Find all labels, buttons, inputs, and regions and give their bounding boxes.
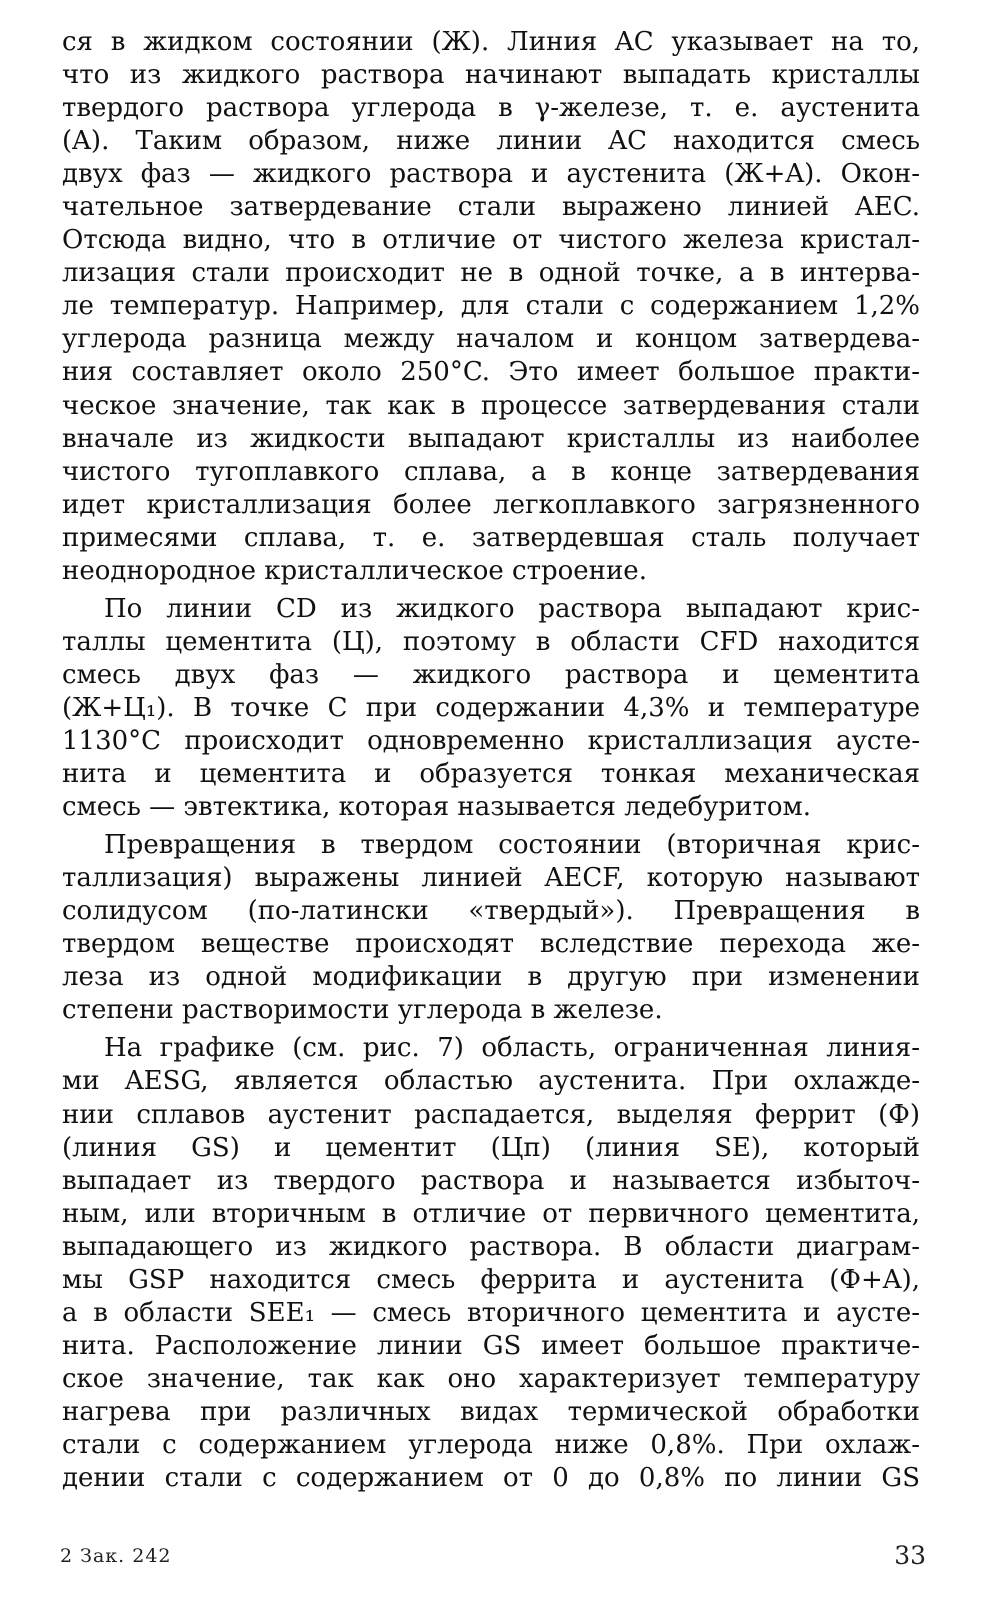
text-line: ным, или вторичным в отличие от первичного цементита,	[62, 1198, 920, 1229]
text-line: двух фаз — жидкого раствора и аустенита (Ж+A). Окон-	[62, 159, 920, 190]
text-line: таллы цементита (Ц), поэтому в области CFD находится	[62, 626, 920, 657]
text-line: леза из одной модификации в другую при изменении	[62, 962, 920, 993]
page-body	[62, 26, 920, 1495]
paragraph-4	[62, 1032, 920, 1495]
text-line: (A). Таким образом, ниже линии AC находится смесь	[62, 126, 920, 157]
text-line: ле температур. Например, для стали с содержанием 1,2%	[62, 291, 920, 322]
text-line: Превращения в твердом состоянии (вторичная крис-	[104, 830, 920, 861]
paragraph-3	[62, 829, 920, 1027]
text-line: чательное затвердевание стали выражено линией AEC.	[62, 192, 920, 223]
text-line: дении стали с содержанием от 0 до 0,8% по линии GS	[62, 1463, 920, 1494]
text-line: выпадает из твердого раствора и называется избыточ-	[62, 1165, 920, 1196]
text-line: идет кристаллизация более легкоплавкого загрязненного	[62, 489, 920, 520]
text-line: чистого тугоплавкого сплава, а в конце затвердевания	[62, 456, 920, 487]
text-line: ское значение, так как оно характеризует температуру	[62, 1363, 920, 1394]
text-line: твердом веществе происходят вследствие перехода же-	[62, 929, 920, 960]
text-line: смесь двух фаз — жидкого раствора и цементита	[62, 659, 920, 690]
text-line: мы GSP находится смесь феррита и аустенита (Ф+A),	[62, 1264, 920, 1295]
text-line: (Ж+Ц₁). В точке C при содержании 4,3% и температуре	[62, 692, 920, 723]
paragraph-2	[62, 593, 920, 824]
text-line: вначале из жидкости выпадают кристаллы из наиболее	[62, 423, 920, 454]
text-line: углерода разница между началом и концом затвердева-	[62, 324, 920, 355]
printer-signature: 2 Зак. 242	[60, 1545, 172, 1567]
text-line: нагрева при различных видах термической обработки	[62, 1396, 920, 1427]
text-line: нита и цементита и образуется тонкая механическая	[62, 759, 920, 790]
text-line: ся в жидком состоянии (Ж). Линия AC указывает на то,	[62, 27, 920, 57]
text-line: На графике (см. рис. 7) область, ограниченная линия-	[104, 1033, 920, 1064]
text-line: неоднородное кристаллическое строение.	[62, 555, 647, 586]
paragraph-1	[62, 26, 920, 588]
text-line: ческое значение, так как в процессе затвердевания стали	[62, 390, 920, 421]
text-line: примесями сплава, т. е. затвердевшая сталь получает	[62, 522, 920, 553]
text-line: а в области SEE₁ — смесь вторичного цементита и аусте-	[62, 1297, 920, 1328]
text-line: (линия GS) и цементит (Цп) (линия SE), который	[62, 1132, 920, 1163]
page-number: 33	[894, 1541, 926, 1570]
text-line: солидусом (по-латински «твердый»). Превращения в	[62, 896, 920, 927]
text-line: что из жидкого раствора начинают выпадать кристаллы	[62, 60, 920, 91]
text-line: По линии CD из жидкого раствора выпадают крис-	[104, 593, 920, 624]
text-line: нии сплавов аустенит распадается, выделяя феррит (Ф)	[62, 1099, 920, 1130]
text-line: смесь — эвтектика, которая называется ледебуритом.	[62, 792, 811, 823]
text-line: таллизация) выражены линией AECF, которую называют	[62, 863, 920, 894]
text-line: нита. Расположение линии GS имеет большое практиче-	[62, 1330, 920, 1361]
text-line: ния составляет около 250°C. Это имеет большое практи-	[62, 357, 920, 388]
text-line: ми AESG, является областью аустенита. При охлажде-	[62, 1066, 920, 1097]
text-line: лизация стали происходит не в одной точке, а в интерва-	[62, 258, 920, 289]
text-line: твердого раствора углерода в γ-железе, т. е. аустенита	[62, 93, 920, 124]
text-line: степени растворимости углерода в железе.	[62, 995, 663, 1026]
text-line: 1130°C происходит одновременно кристаллизация аусте-	[62, 725, 920, 756]
text-line: Отсюда видно, что в отличие от чистого железа кристал-	[62, 225, 920, 256]
text-line: стали с содержанием углерода ниже 0,8%. При охлаж-	[62, 1429, 920, 1460]
text-line: выпадающего из жидкого раствора. В области диаграм-	[62, 1231, 920, 1262]
